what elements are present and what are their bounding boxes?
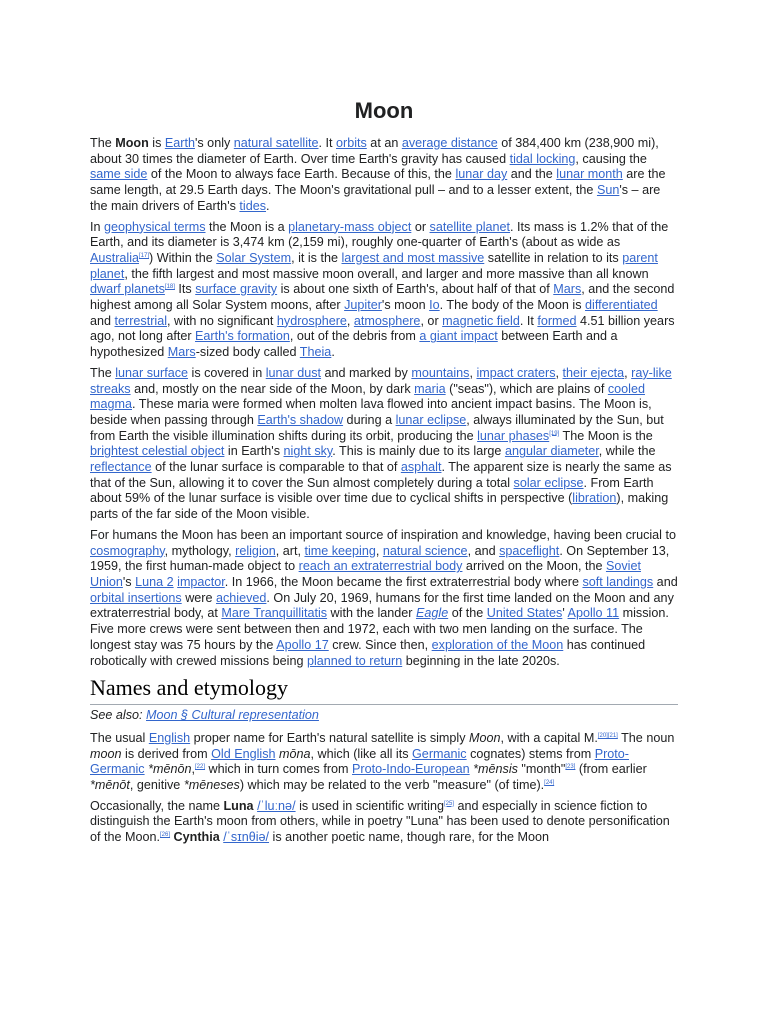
reference-marker[interactable]: [19] xyxy=(549,430,560,437)
link-jupiter[interactable]: Jupiter xyxy=(344,298,382,313)
link-geophysical-terms[interactable]: geophysical terms xyxy=(104,219,206,234)
reference-marker[interactable]: [23] xyxy=(565,764,576,771)
link-parent-planet[interactable]: parent planet xyxy=(90,250,658,281)
link-ipa-cynthia[interactable]: /ˈsɪnθiə/ xyxy=(223,830,270,845)
reference-marker[interactable]: [20][21] xyxy=(597,732,618,739)
link-orbits[interactable]: orbits xyxy=(336,136,367,150)
reference-marker[interactable]: [18] xyxy=(164,284,175,291)
see-also-hatnote: See also: Moon § Cultural representation xyxy=(90,708,319,723)
link-ray-like-streaks[interactable]: ray-like streaks xyxy=(90,365,672,396)
link-surface-gravity[interactable]: surface gravity xyxy=(195,282,278,297)
link-terrestrial[interactable]: terrestrial xyxy=(114,313,167,328)
paragraph-intro: The Moon is Earth's only natural satellite. It orbits at an average distance of 384,400 km (238,900 mi), about 30 times the diameter of Earth. Over time Earth's gravity has caused tidal locking, causing the same side of the Moon to always face Earth. Because of this, the lunar day and the lunar month are the same length, at 29.5 Earth days. The Moon's gravitational pull – and to a lesser extent, the Sun's – are the main drivers of Earth's tides. xyxy=(90,136,666,213)
reference-marker[interactable]: [26] xyxy=(160,831,171,838)
link-largest-and-most-massive[interactable]: largest and most massive xyxy=(341,250,485,265)
link-planetary-mass-object[interactable]: planetary-mass object xyxy=(288,219,412,234)
reference-marker[interactable]: [17] xyxy=(139,252,150,259)
link-earths-formation[interactable]: Earth's formation xyxy=(195,329,290,344)
link-religion[interactable]: religion xyxy=(235,543,276,558)
link-lunar-eclipse[interactable]: lunar eclipse xyxy=(395,412,467,427)
link-orbital-insertions[interactable]: orbital insertions xyxy=(90,590,182,605)
link-earths-shadow[interactable]: Earth's shadow xyxy=(257,412,344,427)
link-formed[interactable]: formed xyxy=(537,313,577,328)
link-mars[interactable]: Mars xyxy=(553,282,582,297)
link-reach-extraterrestrial-body[interactable]: reach an extraterrestrial body xyxy=(298,559,463,574)
link-lunar-dust[interactable]: lunar dust xyxy=(265,365,322,380)
paragraph-surface: The lunar surface is covered in lunar dust and marked by mountains, impact craters, their ejecta, ray-like streaks and, mostly on the near side of the Moon, by dark maria ("seas"), which are plains of cooled magma. These maria were formed when molten lava flowed into ancient impact basins. The Moon is, beside when passing through Earth's shadow during a lunar eclipse, always illuminated by the Sun, but from Earth the visible illumination shifts during its orbit, producing the lunar phases[19] The Moon is the brightest celestial object in Earth's night sky. This is mainly due to its large angular diameter, while the reflectance of the lunar surface is comparable to that of asphalt. The apparent size is nearly the same as that of the Sun, allowing it to cover the Sun almost completely during a total solar eclipse. From Earth about 59% of the lunar surface is visible over time due to cyclical shifts in perspective (libration), making parts of the far side of the Moon visible. xyxy=(90,365,672,522)
link-proto-indo-european[interactable]: Proto-Indo-European xyxy=(352,762,470,777)
link-maria[interactable]: maria xyxy=(414,381,446,396)
link-dwarf-planets[interactable]: dwarf planets xyxy=(90,282,165,297)
link-soviet-union[interactable]: Soviet Union xyxy=(90,559,641,589)
link-lunar-month[interactable]: lunar month xyxy=(556,167,623,182)
reference-marker[interactable]: [24] xyxy=(544,779,555,786)
link-tides[interactable]: tides xyxy=(239,198,267,213)
reference-marker[interactable]: [25] xyxy=(443,800,454,807)
link-io[interactable]: Io xyxy=(429,298,440,313)
paragraph-luna: Occasionally, the name Luna /ˈluːnə/ is used in scientific writing[25] and especially in science fiction to distinguish the Earth's moon from others, while in poetry "Luna" has been used to denote personification of the Moon.[26] Cynthia /ˈsɪnθiə/ is another poetic name, though rare, for the Moon xyxy=(90,798,670,845)
page-title: Moon xyxy=(354,98,414,123)
link-earth[interactable]: Earth xyxy=(164,136,195,150)
link-exploration-of-the-moon[interactable]: exploration of the Moon xyxy=(431,637,564,652)
link-solar-eclipse[interactable]: solar eclipse xyxy=(513,475,584,490)
link-asphalt[interactable]: asphalt xyxy=(400,460,442,475)
link-reflectance[interactable]: reflectance xyxy=(90,460,152,475)
link-natural-satellite[interactable]: natural satellite xyxy=(233,136,319,150)
link-differentiated[interactable]: differentiated xyxy=(585,298,658,313)
link-libration[interactable]: libration xyxy=(572,491,617,506)
link-cooled-magma[interactable]: cooled magma xyxy=(90,381,645,412)
link-lunar-day[interactable]: lunar day xyxy=(455,167,508,182)
link-satellite-planet[interactable]: satellite planet xyxy=(429,219,511,234)
link-english[interactable]: English xyxy=(148,730,191,745)
link-lunar-phases[interactable]: lunar phases xyxy=(477,428,550,443)
paragraph-etymology: The usual English proper name for Earth's natural satellite is simply Moon, with a capital M.[20][21] The noun moon is derived from Old English mōna, which (like all its Germanic cognates) stems from Proto-Germanic *mēnōn,[22] which in turn comes from Proto-Indo-European *mēnsis "month"[23] (from earlier *mēnōt, genitive *mēneses) which may be related to the verb "measure" (of time).[24] xyxy=(90,730,675,793)
paragraph-physical: In geophysical terms the Moon is a planetary-mass object or satellite planet. Its mass is 1.2% that of the Earth, and its diameter is 3,474 km (2,159 mi), roughly one-quarter of Earth's (about as wide as Australia[17]) Within the Solar System, it is the largest and most massive satellite in relation to its parent planet, the fifth largest and most massive moon overall, and larger and more massive than all known dwarf planets[18] Its surface gravity is about one sixth of Earth's, about half of that of Mars, and the second highest among all Solar System moons, after Jupiter's moon Io. The body of the Moon is differentiated and terrestrial, with no significant hydrosphere, atmosphere, or magnetic field. It formed 4.51 billion years ago, not long after Earth's formation, out of the debris from a giant impact between Earth and a hypothesized Mars-sized body called Theia. xyxy=(90,219,675,360)
link-solar-system[interactable]: Solar System xyxy=(216,250,292,265)
link-theia[interactable]: Theia xyxy=(299,345,332,360)
link-their-ejecta[interactable]: their ejecta xyxy=(562,365,625,380)
link-lunar-surface[interactable]: lunar surface xyxy=(115,365,189,380)
link-atmosphere[interactable]: atmosphere xyxy=(353,313,421,328)
link-spaceflight[interactable]: spaceflight xyxy=(499,543,560,558)
section-heading-names: Names and etymology xyxy=(90,674,678,705)
link-old-english[interactable]: Old English xyxy=(211,746,276,761)
link-natural-science[interactable]: natural science xyxy=(382,543,468,558)
link-hydrosphere[interactable]: hydrosphere xyxy=(276,313,347,328)
link-planned-to-return[interactable]: planned to return xyxy=(306,653,403,668)
link-ipa-luna[interactable]: /ˈluːnə/ xyxy=(257,798,296,813)
link-brightest-celestial-object[interactable]: brightest celestial object xyxy=(90,444,225,459)
link-australia[interactable]: Australia xyxy=(90,250,139,265)
link-mare-tranquillitatis[interactable]: Mare Tranquillitatis xyxy=(221,606,328,621)
link-achieved[interactable]: achieved xyxy=(216,590,267,605)
link-mountains[interactable]: mountains xyxy=(411,365,470,380)
link-angular-diameter[interactable]: angular diameter xyxy=(504,444,599,459)
link-germanic[interactable]: Germanic xyxy=(412,746,467,761)
link-soft-landings[interactable]: soft landings xyxy=(582,574,654,589)
link-time-keeping[interactable]: time keeping xyxy=(304,543,376,558)
link-tidal-locking[interactable]: tidal locking xyxy=(509,151,576,166)
link-apollo-11[interactable]: Apollo 11 xyxy=(567,606,620,621)
link-impact-craters[interactable]: impact craters xyxy=(476,365,556,380)
link-see-also-cultural-representation[interactable]: Moon § Cultural representation xyxy=(146,708,319,723)
link-magnetic-field[interactable]: magnetic field xyxy=(442,313,520,328)
link-same-side[interactable]: same side xyxy=(90,167,148,182)
link-cosmography[interactable]: cosmography xyxy=(90,543,165,558)
link-impactor[interactable]: impactor xyxy=(177,574,225,589)
link-united-states[interactable]: United States xyxy=(486,606,563,621)
link-night-sky[interactable]: night sky xyxy=(283,444,333,459)
reference-marker[interactable]: [22] xyxy=(195,764,206,771)
link-proto-germanic[interactable]: Proto-Germanic xyxy=(90,746,629,777)
link-luna-2[interactable]: Luna 2 xyxy=(135,574,174,589)
paragraph-human: For humans the Moon has been an important source of inspiration and knowledge, having been crucial to cosmography, mythology, religion, art, time keeping, natural science, and spaceflight. On September 13, 1959, the first human-made object to reach an extraterrestrial body arrived on the Moon, the Soviet Union's Luna 2 impactor. In 1966, the Moon became the first extraterrestrial body where soft landings and orbital insertions were achieved. On July 20, 1969, humans for the first time landed on the Moon and any extraterrestrial body, at Mare Tranquillitatis with the lander Eagle of the United States' Apollo 11 mission. Five more crews were sent between then and 1972, each with two men landing on the surface. The longest stay was 75 hours by the Apollo 17 crew. Since then, exploration of the Moon has continued robotically with crewed missions being planned to return beginning in the late 2020s. xyxy=(90,527,678,668)
link-eagle[interactable]: Eagle xyxy=(415,606,449,621)
link-giant-impact[interactable]: a giant impact xyxy=(419,329,498,344)
link-average-distance[interactable]: average distance xyxy=(401,136,498,150)
link-apollo-17[interactable]: Apollo 17 xyxy=(276,637,329,652)
link-sun[interactable]: Sun xyxy=(596,183,620,198)
link-mars-2[interactable]: Mars xyxy=(167,345,196,360)
article-content xyxy=(90,96,678,851)
